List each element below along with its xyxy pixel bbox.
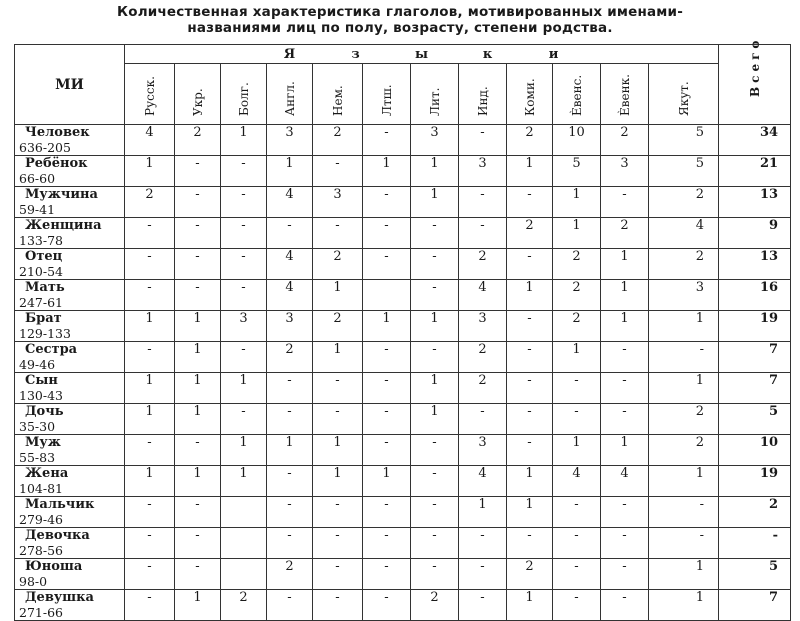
row-range: 35-30 <box>19 419 56 434</box>
table-cell: - <box>125 528 175 559</box>
table-cell: - <box>175 497 221 528</box>
table-cell: 4 <box>267 249 313 280</box>
table-cell: - <box>459 218 507 249</box>
table-cell: 5 <box>553 156 601 187</box>
table-cell: - <box>267 218 313 249</box>
table-cell: - <box>175 528 221 559</box>
header-total: Всего <box>719 45 791 125</box>
table-row <box>15 559 791 590</box>
table-cell: 1 <box>125 156 175 187</box>
table-title-line2: названиями лиц по полу, возрасту, степени родства. <box>187 20 613 36</box>
header-language: Англ. <box>267 64 313 125</box>
table-row <box>15 435 791 466</box>
table-cell: 2 <box>175 125 221 156</box>
table-cell: 5 <box>649 156 719 187</box>
table-cell: 1 <box>411 404 459 435</box>
table-row <box>15 280 791 311</box>
table-cell: 1 <box>649 559 719 590</box>
row-name: Мальчик <box>25 497 95 512</box>
table-cell: 1 <box>313 280 363 311</box>
header-language: Болг. <box>221 64 267 125</box>
header-language: Якут. <box>649 64 719 125</box>
row-name: Жена <box>25 466 69 481</box>
table-cell: 2 <box>553 249 601 280</box>
table-cell: 4 <box>553 466 601 497</box>
row-total: 13 <box>719 249 791 280</box>
table-cell: - <box>601 373 649 404</box>
table-cell: 2 <box>267 342 313 373</box>
table-cell: - <box>267 466 313 497</box>
row-total: 19 <box>719 311 791 342</box>
table-cell: 1 <box>507 590 553 621</box>
table-cell: - <box>601 404 649 435</box>
table-cell: 4 <box>459 466 507 497</box>
table-cell: - <box>459 590 507 621</box>
table-cell: 1 <box>175 373 221 404</box>
table-cell: - <box>507 249 553 280</box>
table-cell: 2 <box>459 373 507 404</box>
row-total: 19 <box>719 466 791 497</box>
table-cell: 1 <box>175 311 221 342</box>
table-cell: - <box>363 342 411 373</box>
row-total: 21 <box>719 156 791 187</box>
table-cell <box>221 559 267 590</box>
table-row <box>15 528 791 559</box>
row-range: 49-46 <box>19 357 56 372</box>
table-cell: - <box>411 218 459 249</box>
table-cell: - <box>553 559 601 590</box>
table-cell: - <box>363 497 411 528</box>
table-cell: - <box>363 435 411 466</box>
row-total: 5 <box>719 404 791 435</box>
table-cell: 2 <box>313 311 363 342</box>
header-languages-caption: Я з ы к и <box>125 45 719 64</box>
table-cell: 3 <box>649 280 719 311</box>
table-cell: 1 <box>601 311 649 342</box>
table-cell: - <box>175 156 221 187</box>
table-cell: - <box>125 590 175 621</box>
table-cell: 2 <box>507 218 553 249</box>
table-row <box>15 590 791 621</box>
table-cell <box>221 528 267 559</box>
row-range: 130-43 <box>19 388 63 403</box>
row-total: - <box>719 528 791 559</box>
table-cell: - <box>411 559 459 590</box>
table-cell: 1 <box>649 590 719 621</box>
row-label <box>15 466 125 497</box>
table-cell: 2 <box>507 559 553 590</box>
row-total: 7 <box>719 342 791 373</box>
table-cell: 1 <box>313 435 363 466</box>
row-name: Мать <box>25 280 65 295</box>
table-cell: 4 <box>267 187 313 218</box>
table-cell: 2 <box>313 125 363 156</box>
table-cell: - <box>175 187 221 218</box>
table-cell: 1 <box>411 187 459 218</box>
row-name: Отец <box>25 249 63 264</box>
row-total: 10 <box>719 435 791 466</box>
table-cell: - <box>267 528 313 559</box>
table-cell: - <box>507 435 553 466</box>
table-row <box>15 342 791 373</box>
table-cell: - <box>221 404 267 435</box>
row-label <box>15 559 125 590</box>
table-cell: - <box>411 466 459 497</box>
row-name: Женщина <box>25 218 102 233</box>
table-cell: - <box>459 404 507 435</box>
table-cell: 2 <box>553 280 601 311</box>
table-cell: - <box>363 373 411 404</box>
table-cell: - <box>313 156 363 187</box>
table-cell: - <box>363 218 411 249</box>
table-cell: 1 <box>125 466 175 497</box>
table-cell: - <box>313 528 363 559</box>
table-cell: - <box>553 528 601 559</box>
table-cell: 2 <box>459 342 507 373</box>
table-cell: - <box>313 590 363 621</box>
table-cell: 1 <box>175 590 221 621</box>
table-cell: - <box>601 342 649 373</box>
table-cell: 1 <box>507 497 553 528</box>
table-cell: 1 <box>221 435 267 466</box>
table-cell: 1 <box>553 218 601 249</box>
table-cell: - <box>267 497 313 528</box>
table-cell: - <box>221 187 267 218</box>
row-label <box>15 404 125 435</box>
table-cell: - <box>313 404 363 435</box>
table-cell: 1 <box>175 466 221 497</box>
row-range: 247-61 <box>19 295 63 310</box>
table-cell: - <box>507 342 553 373</box>
table-cell: 2 <box>125 187 175 218</box>
table-cell: 2 <box>411 590 459 621</box>
table-cell: 1 <box>553 187 601 218</box>
table-row <box>15 466 791 497</box>
table-cell: - <box>221 249 267 280</box>
table-cell: 1 <box>175 404 221 435</box>
row-name: Сын <box>25 373 58 388</box>
table-cell: 2 <box>649 249 719 280</box>
table-cell: 2 <box>507 125 553 156</box>
table-row <box>15 218 791 249</box>
table-row <box>15 156 791 187</box>
row-range: 133-78 <box>19 233 63 248</box>
table-cell: 2 <box>553 311 601 342</box>
table-cell: 4 <box>649 218 719 249</box>
table-cell: - <box>649 528 719 559</box>
table-cell <box>221 497 267 528</box>
table-cell: - <box>267 373 313 404</box>
header-language: Нем. <box>313 64 363 125</box>
table-cell: 4 <box>267 280 313 311</box>
table-cell: 10 <box>553 125 601 156</box>
table-cell: 1 <box>601 249 649 280</box>
table-cell: 3 <box>411 125 459 156</box>
table-cell: 1 <box>411 311 459 342</box>
table-cell: 2 <box>221 590 267 621</box>
row-range: 59-41 <box>19 202 56 217</box>
row-range: 129-133 <box>19 326 71 341</box>
table-cell: 2 <box>649 435 719 466</box>
row-total: 7 <box>719 373 791 404</box>
table-cell: 1 <box>601 435 649 466</box>
table-row <box>15 373 791 404</box>
row-name: Девочка <box>25 528 90 543</box>
table-cell: 1 <box>363 311 411 342</box>
table-cell: 1 <box>649 311 719 342</box>
table-cell: - <box>221 156 267 187</box>
table-cell: - <box>175 218 221 249</box>
table-cell: - <box>411 280 459 311</box>
table-cell: 3 <box>459 311 507 342</box>
table-cell: - <box>363 528 411 559</box>
table-cell: 2 <box>649 404 719 435</box>
table-cell: 1 <box>649 373 719 404</box>
table-cell: - <box>363 125 411 156</box>
table-cell: - <box>313 373 363 404</box>
table-cell: 2 <box>649 187 719 218</box>
table-cell: - <box>125 559 175 590</box>
table-cell: 1 <box>411 373 459 404</box>
row-total: 34 <box>719 125 791 156</box>
table-cell: 4 <box>459 280 507 311</box>
header-language: Лит. <box>411 64 459 125</box>
table-cell: - <box>313 218 363 249</box>
table-cell: - <box>411 342 459 373</box>
table-cell: - <box>175 435 221 466</box>
table-cell: - <box>601 497 649 528</box>
table-cell: 1 <box>125 311 175 342</box>
table-cell: 1 <box>125 373 175 404</box>
table-cell: 3 <box>221 311 267 342</box>
data-table <box>14 36 791 621</box>
header-language: Ѐвенс. <box>553 64 601 125</box>
header-language: Ѐвенк. <box>601 64 649 125</box>
table-cell: - <box>125 342 175 373</box>
row-total: 16 <box>719 280 791 311</box>
table-cell: - <box>649 497 719 528</box>
table-cell <box>363 280 411 311</box>
row-range: 271-66 <box>19 605 63 620</box>
table-cell: - <box>553 497 601 528</box>
table-cell: 5 <box>649 125 719 156</box>
table-cell: - <box>363 404 411 435</box>
row-range: 279-46 <box>19 512 63 527</box>
table-cell: - <box>411 435 459 466</box>
row-total: 7 <box>719 590 791 621</box>
table-cell: - <box>553 590 601 621</box>
row-label <box>15 156 125 187</box>
row-total: 5 <box>719 559 791 590</box>
row-range: 104-81 <box>19 481 63 496</box>
row-name: Ребёнок <box>25 156 88 171</box>
table-cell: 1 <box>267 435 313 466</box>
row-label <box>15 528 125 559</box>
table-cell: 1 <box>507 466 553 497</box>
table-cell: 3 <box>459 156 507 187</box>
table-cell: 1 <box>411 156 459 187</box>
table-row <box>15 404 791 435</box>
table-cell: - <box>175 280 221 311</box>
table-cell: - <box>411 497 459 528</box>
table-cell: - <box>125 435 175 466</box>
table-cell: - <box>125 280 175 311</box>
row-label <box>15 249 125 280</box>
table-cell: 1 <box>601 280 649 311</box>
row-range: 636-205 <box>19 140 71 155</box>
table-cell: 1 <box>649 466 719 497</box>
table-cell: - <box>507 187 553 218</box>
table-row <box>15 187 791 218</box>
table-cell: - <box>553 373 601 404</box>
row-total: 13 <box>719 187 791 218</box>
table-cell: - <box>313 559 363 590</box>
row-range: 210-54 <box>19 264 63 279</box>
header-language: Укр. <box>175 64 221 125</box>
table-cell: 1 <box>221 373 267 404</box>
table-cell: - <box>267 590 313 621</box>
table-cell: 4 <box>601 466 649 497</box>
table-cell: 1 <box>313 466 363 497</box>
row-label <box>15 218 125 249</box>
table-cell: - <box>507 373 553 404</box>
table-title-line1: Количественная характеристика глаголов, мотивированных именами- <box>116 4 683 20</box>
table-cell: 3 <box>267 311 313 342</box>
row-name: Сестра <box>25 342 78 357</box>
table-cell: 1 <box>313 342 363 373</box>
row-label <box>15 342 125 373</box>
table-cell: - <box>553 404 601 435</box>
row-label <box>15 187 125 218</box>
row-total: 9 <box>719 218 791 249</box>
table-cell: - <box>601 559 649 590</box>
table-cell: - <box>649 342 719 373</box>
table-cell: 2 <box>313 249 363 280</box>
table-cell: 1 <box>507 156 553 187</box>
row-range: 66-60 <box>19 171 56 186</box>
row-name: Мужчина <box>25 187 98 202</box>
table-cell: - <box>363 559 411 590</box>
row-label <box>15 435 125 466</box>
row-range: 55-83 <box>19 450 56 465</box>
row-label <box>15 311 125 342</box>
header-language: Коми. <box>507 64 553 125</box>
table-cell: - <box>125 249 175 280</box>
table-cell: - <box>363 187 411 218</box>
row-label <box>15 125 125 156</box>
table-cell: 1 <box>221 125 267 156</box>
table-cell: 2 <box>459 249 507 280</box>
table-cell: 1 <box>363 156 411 187</box>
table-cell: - <box>459 559 507 590</box>
header-language: Инд. <box>459 64 507 125</box>
table-cell: - <box>459 125 507 156</box>
table-cell: 2 <box>601 125 649 156</box>
row-name: Муж <box>25 435 61 450</box>
header-language: Русск. <box>125 64 175 125</box>
table-cell: - <box>459 187 507 218</box>
table-cell: - <box>411 249 459 280</box>
table-cell: - <box>221 342 267 373</box>
row-total: 2 <box>719 497 791 528</box>
table-cell: - <box>601 528 649 559</box>
row-label <box>15 590 125 621</box>
table-cell: - <box>267 404 313 435</box>
table-cell: 1 <box>221 466 267 497</box>
table-cell: - <box>459 528 507 559</box>
row-label <box>15 280 125 311</box>
row-name: Девушка <box>25 590 94 605</box>
table-cell: 3 <box>267 125 313 156</box>
table-cell: 1 <box>553 435 601 466</box>
row-name: Дочь <box>25 404 64 419</box>
table-cell: - <box>175 249 221 280</box>
table-row <box>15 125 791 156</box>
table-cell: 3 <box>601 156 649 187</box>
table-cell: - <box>125 218 175 249</box>
table-cell: 1 <box>507 280 553 311</box>
table-cell: 1 <box>175 342 221 373</box>
table-cell: 1 <box>267 156 313 187</box>
table-cell: 1 <box>125 404 175 435</box>
row-name: Брат <box>25 311 62 326</box>
table-cell: - <box>313 497 363 528</box>
row-name: Юноша <box>25 559 83 574</box>
row-label <box>15 497 125 528</box>
table-cell: - <box>601 187 649 218</box>
table-cell: 3 <box>459 435 507 466</box>
table-cell: - <box>601 590 649 621</box>
table-cell: - <box>507 528 553 559</box>
row-name: Человек <box>25 125 90 140</box>
table-row <box>15 249 791 280</box>
table-cell: - <box>175 559 221 590</box>
table-cell: - <box>221 280 267 311</box>
table-cell: 4 <box>125 125 175 156</box>
header-mi: МИ <box>15 45 125 125</box>
table-cell: 2 <box>267 559 313 590</box>
table-cell: - <box>507 311 553 342</box>
table-cell: 3 <box>313 187 363 218</box>
table-cell: 1 <box>553 342 601 373</box>
table-cell: - <box>125 497 175 528</box>
table-cell: 1 <box>459 497 507 528</box>
row-label <box>15 373 125 404</box>
table-cell: - <box>411 528 459 559</box>
table-row <box>15 497 791 528</box>
row-range: 278-56 <box>19 543 63 558</box>
table-cell: - <box>363 249 411 280</box>
table-cell: - <box>221 218 267 249</box>
header-language: Лтш. <box>363 64 411 125</box>
row-range: 98-0 <box>19 574 48 589</box>
table-cell: - <box>363 590 411 621</box>
table-cell: 1 <box>363 466 411 497</box>
table-cell: 2 <box>601 218 649 249</box>
table-row <box>15 311 791 342</box>
table-cell: - <box>507 404 553 435</box>
